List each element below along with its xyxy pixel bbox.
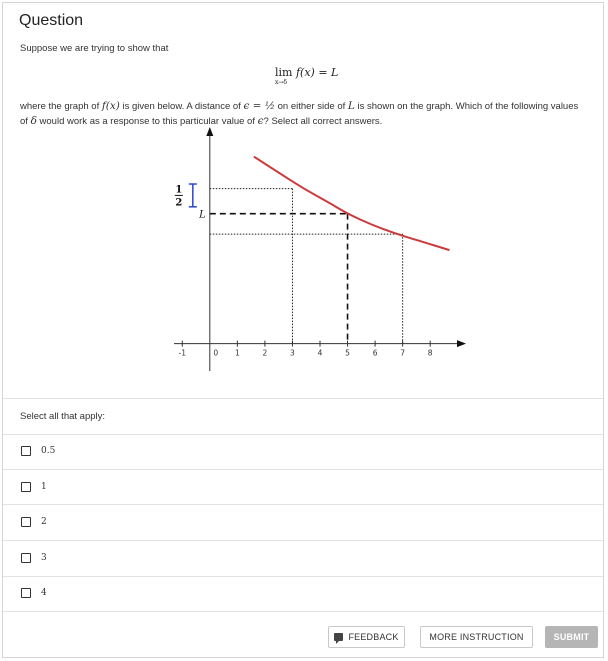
- x-tick-label: 6: [372, 348, 378, 358]
- answer-option-label: 3: [41, 553, 47, 563]
- checkbox[interactable]: [21, 588, 31, 598]
- divider: [3, 434, 603, 435]
- more-instruction-label: MORE INSTRUCTION: [429, 632, 524, 642]
- answer-option-label: 4: [41, 588, 47, 598]
- epsilon-bracket: [189, 184, 197, 207]
- divider: [3, 469, 603, 470]
- answer-option-label: 2: [41, 517, 47, 527]
- epsilon-numerator: 1: [175, 184, 183, 196]
- divider: [3, 504, 603, 505]
- checkbox[interactable]: [21, 553, 31, 563]
- feedback-button[interactable]: [328, 626, 405, 648]
- checkbox[interactable]: [21, 517, 31, 527]
- body-text-3: on either side of: [275, 101, 348, 112]
- answer-option-label: 0.5: [41, 446, 56, 456]
- x-tick-label: 3: [290, 348, 295, 358]
- select-all-label: Select all that apply:: [20, 411, 106, 422]
- checkbox[interactable]: [21, 446, 31, 456]
- divider: [3, 611, 603, 612]
- x-tick-label: 0: [213, 348, 219, 358]
- epsilon-value: ϵ = ½: [243, 100, 275, 112]
- L-symbol: L: [347, 100, 355, 112]
- x-tick-label: 8: [427, 348, 433, 358]
- body-text-2: is given below. A distance of: [119, 101, 244, 112]
- body-text-6: ? Select all correct answers.: [263, 116, 383, 127]
- divider: [3, 398, 603, 399]
- answer-option[interactable]: [21, 515, 47, 529]
- L-label: L: [199, 209, 206, 221]
- answer-option[interactable]: [21, 480, 47, 494]
- divider: [3, 540, 603, 541]
- x-tick-label: 2: [262, 348, 268, 358]
- x-axis-arrow: [457, 340, 466, 347]
- limit-subscript: x→δ: [275, 79, 288, 86]
- submit-label: SUBMIT: [553, 632, 590, 642]
- epsilon-denominator: 2: [175, 197, 183, 209]
- x-tick-label: 4: [317, 348, 323, 358]
- limit-expression: f(x) = L: [295, 66, 339, 79]
- y-axis-arrow: [206, 127, 213, 136]
- x-tick-label: -1: [178, 348, 187, 358]
- feedback-label: FEEDBACK: [348, 632, 399, 642]
- answer-option-label: 1: [41, 482, 47, 492]
- answer-option[interactable]: [21, 444, 55, 458]
- x-tick-label: 5: [345, 348, 350, 358]
- divider: [3, 576, 603, 577]
- checkbox[interactable]: [21, 482, 31, 492]
- x-tick-label: 7: [400, 348, 406, 358]
- body-text-4: is shown on the graph. Which of the following values of: [20, 101, 579, 127]
- x-tick-label: 1: [234, 348, 240, 358]
- body-text-5: would work as a response to this particular value of: [36, 116, 258, 127]
- fx-symbol: f(x): [101, 100, 120, 112]
- limit-word: lim: [275, 66, 293, 79]
- delta-symbol: δ: [30, 115, 37, 127]
- more-instruction-button[interactable]: [420, 626, 533, 648]
- answer-option[interactable]: [21, 551, 47, 565]
- question-intro: Suppose we are trying to show that: [20, 43, 169, 54]
- submit-button[interactable]: [545, 626, 598, 648]
- speech-bubble-icon: [334, 633, 343, 641]
- epsilon-symbol: ϵ: [257, 115, 264, 127]
- function-curve: [254, 157, 450, 250]
- body-text-1: where the graph of: [20, 101, 102, 112]
- answer-option[interactable]: [21, 586, 47, 600]
- question-heading: Question: [19, 12, 84, 29]
